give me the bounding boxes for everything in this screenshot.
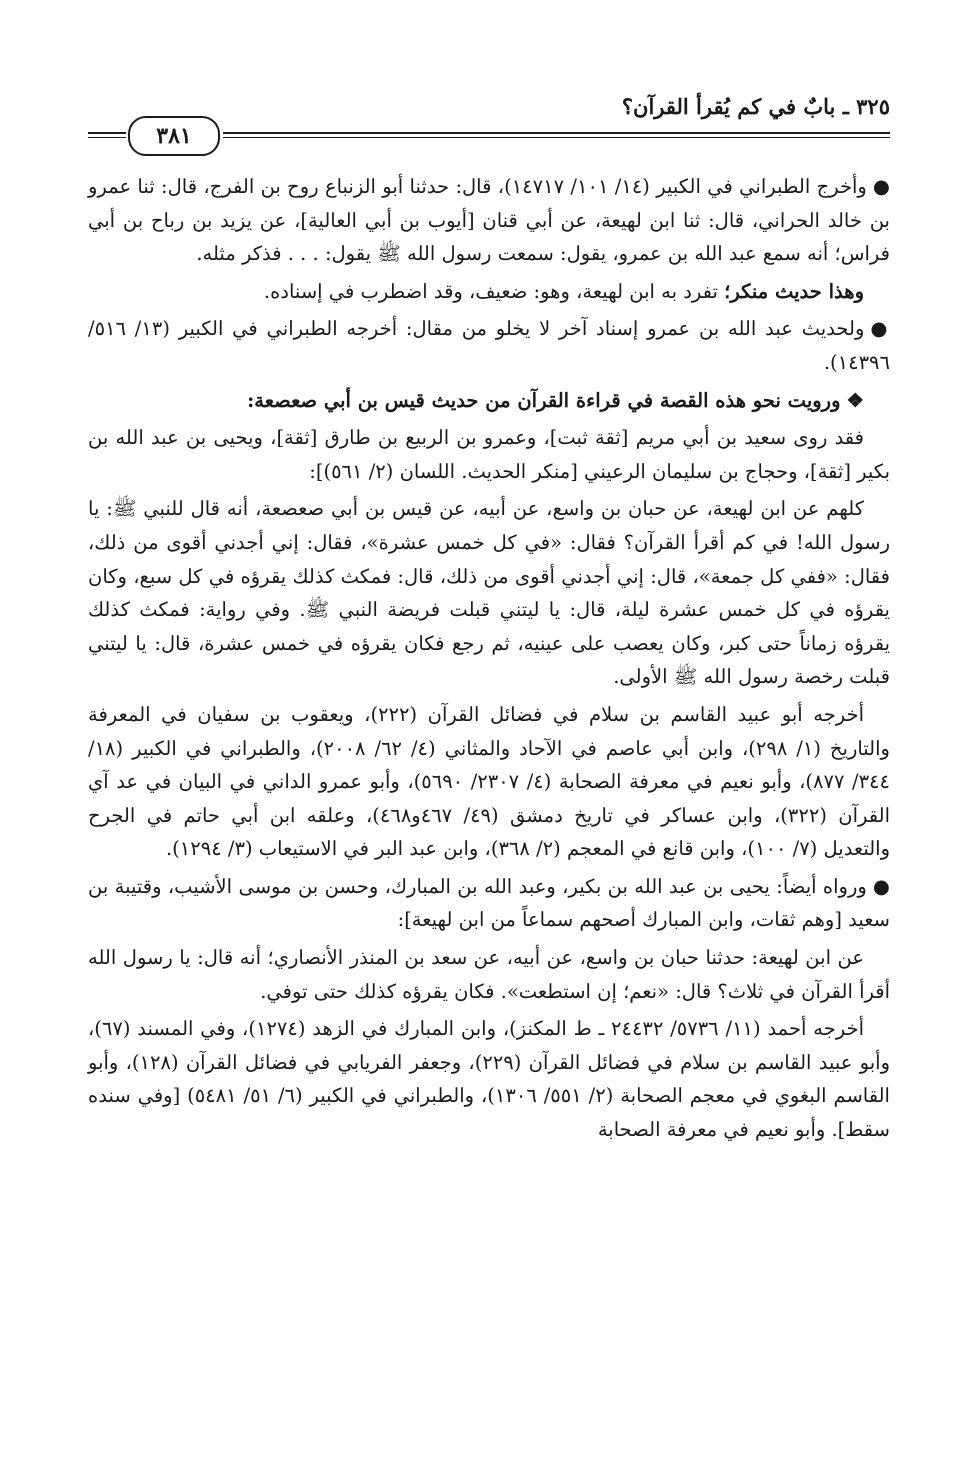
paragraph-text: ورواه أيضاً: يحيى بن عبد الله بن بكير، وعبد الله بن المبارك، وحسن بن موسى الأشيب، وقتيبة بن سعيد [وهم ثقات، وابن المبارك أصحهم سماعاً من ابن لهيعة]: [88,874,890,932]
paragraph [88,170,890,271]
page-header [88,94,890,154]
header-rule-left-thin [88,137,126,138]
page-body [88,170,890,1151]
paragraph [88,421,890,488]
paragraph [88,312,890,379]
paragraph [88,275,890,309]
paragraph-text: تفرد به ابن لهيعة، وهو: ضعيف، وقد اضطرب في إسناده. [263,279,725,303]
paragraph-lead: وهذا حديث منكر؛ [724,279,864,303]
paragraph [88,384,890,418]
paragraph [88,870,890,937]
paragraph-lead: ورويت نحو هذه القصة في قراءة القرآن من حديث قيس بن أبي صعصعة: [247,388,841,412]
ornament-icon: ❖ [846,388,864,412]
paragraph-text: أخرجه أبو عبيد القاسم بن سلام في فضائل القرآن (٢٢٢)، ويعقوب بن سفيان في المعرفة والتاريخ (١/ ٢٩٨)، وابن أبي عاصم في الآحاد والمثاني (٤/ ٦٢/ ٢٠٠٨)، والطبراني في الكبير (١٨/ ٣٤٤/ ٨٧٧)، وأبو نعيم في معرفة الصحابة (٤/ ٢٣٠٧/ ٥٦٩٠)، وأبو عمرو الداني في البيان في عد آي القرآن (٣٢٢)، وابن عساكر في تاريخ دمشق (٤٩/ ٤٦٧و٤٦٨)، وعلقه ابن أبي حاتم في الجرح والتعديل (٧/ ١٠٠)، وابن قانع في المعجم (٢/ ٣٦٨)، وابن عبد البر في الاستيعاب (٣/ ١٢٩٤). [88,702,890,861]
paragraph [88,698,890,866]
header-rule [223,132,890,134]
page-number: ٣٨١ [128,116,220,156]
paragraph-text: عن ابن لهيعة: حدثنا حبان بن واسع، عن أبيه، عن سعد بن المنذر الأنصاري؛ أنه قال: يا رسول الله أقرأ القرآن في ثلاث؟ قال: «نعم؛ إن استطعت». فكان يقرؤه كذلك حتى توفي. [88,946,890,1003]
bullet-icon: ● [870,317,890,341]
header-rule-thin [223,137,890,138]
paragraph [88,492,890,694]
paragraph-text: ولحديث عبد الله بن عمرو إسناد آخر لا يخلو من مقال: أخرجه الطبراني في الكبير (١٣/ ٥١٦/ ١٤٣٩٦). [88,317,890,374]
paragraph-text: كلهم عن ابن لهيعة، عن حبان بن واسع، عن أبيه، عن قيس بن أبي صعصعة، أنه قال للنبي ﷺ: يا رسول الله! في كم أقرأ القرآن؟ فقال: «في كل خمس عشرة»، فقال: إني أجدني أقوى من ذلك، فقال: «ففي كل جمعة»، قال: إني أجدني أقوى من ذلك، قال: فمكث كذلك يقرؤه في كل سبع، وكان يقرؤه في كل خمس عشرة ليلة، قال: يا ليتني قبلت فريضة النبي ﷺ. وفي رواية: فمكث كذلك يقرؤه زماناً حتى كبر، وكان يعصب على عينيه، ثم رجع فكان يقرؤه في خمس عشرة، قال: يا ليتني قبلت رخصة رسول الله ﷺ الأولى. [88,497,890,689]
bullet-icon: ● [872,175,891,198]
chapter-title: ٣٢٥ ـ بابٌ في كم يُقرأ القرآن؟ [621,94,890,119]
paragraph-text: وأخرج الطبراني في الكبير (١٤/ ١٠١/ ١٤٧١٧)، قال: حدثنا أبو الزنباع روح بن الفرج، قال: ثنا عمرو بن خالد الحراني، قال: ثنا ابن لهيعة، عن أبي قنان [أيوب بن أبي العالية]، عن يزيد بن رباح بن أبي فراس؛ أنه سمع عبد الله بن عمرو، يقول: سمعت رسول الله ﷺ يقول: . . . فذكر مثله. [88,175,890,266]
paragraph [88,1012,890,1146]
paragraph-text: أخرجه أحمد (١١/ ٥٧٣٦/ ٢٤٤٣٢ ـ ط المكنز)، وابن المبارك في الزهد (١٢٧٤)، وفي المسند (٦٧)، وأبو عبيد القاسم بن سلام في فضائل القرآن (٢٢٩)، وجعفر الفريابي في فضائل القرآن (١٢٨)، وأبو القاسم البغوي في معجم الصحابة (٢/ ٥٥١/ ١٣٠٦)، والطبراني في الكبير (٦/ ٥١/ ٥٤٨١) [وفي سنده سقط]. وأبو نعيم في معرفة الصحابة [88,1017,890,1142]
bullet-icon: ● [872,874,891,898]
paragraph [88,941,890,1008]
header-rule-left [88,132,126,134]
paragraph-text: فقد روى سعيد بن أبي مريم [ثقة ثبت]، وعمرو بن الربيع بن طارق [ثقة]، ويحيى بن عبد الله بن بكير [ثقة]، وحجاج بن سليمان الرعيني [منكر الحديث. اللسان (٢/ ٥٦١)]: [88,426,890,483]
